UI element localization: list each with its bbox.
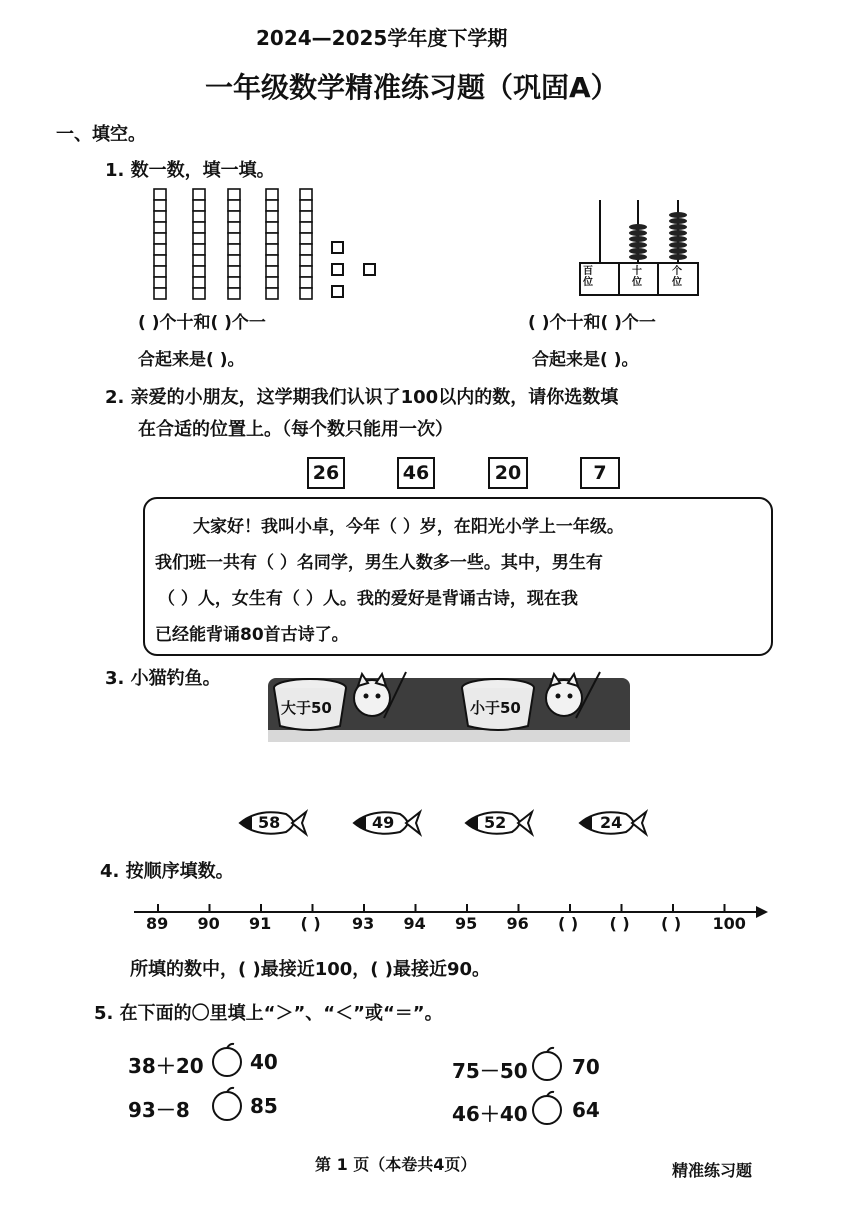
abacus-bead <box>629 230 647 236</box>
one-cube <box>332 242 343 253</box>
compare-right-value: 70 <box>572 1055 600 1079</box>
ten-rod-cell <box>300 222 312 233</box>
q1-right-line1: ( )个十和( )个一 <box>528 313 656 333</box>
abacus-bead <box>629 254 647 260</box>
abacus-bead <box>629 224 647 230</box>
ten-rod-cell <box>228 255 240 266</box>
ten-rod-cell <box>266 233 278 244</box>
ten-rod-cell <box>154 277 166 288</box>
story-line3: （ ）人，女生有（ ）人。我的爱好是背诵古诗，现在我 <box>158 589 578 609</box>
footer-brand: 精准练习题 <box>672 1161 753 1180</box>
ten-rod-cell <box>300 211 312 222</box>
section-heading: 一、填空。 <box>56 124 146 145</box>
compare-right-value: 64 <box>572 1098 600 1122</box>
ten-rod-cell <box>154 266 166 277</box>
number-line-label: ( ) <box>661 914 682 933</box>
ten-rod-cell <box>300 288 312 299</box>
q5-prompt: 5. 在下面的〇里填上“＞”、“＜”或“＝”。 <box>94 1003 443 1024</box>
ten-rod-cell <box>154 189 166 200</box>
abacus-bead <box>629 248 647 254</box>
q1-right-line2: 合起来是( )。 <box>532 350 639 370</box>
abacus-bead <box>669 236 687 242</box>
apple-blank-icon[interactable] <box>530 1090 564 1126</box>
ten-rod-cell <box>228 211 240 222</box>
number-line-label: 96 <box>506 914 529 933</box>
number-line-label: ( ) <box>609 914 630 933</box>
ten-rod-cell <box>228 288 240 299</box>
ten-rod-cell <box>154 222 166 233</box>
one-cube <box>364 264 375 275</box>
ten-rod-cell <box>193 266 205 277</box>
fish-number: 49 <box>372 813 395 832</box>
q2-prompt-line2: 在合适的位置上。（每个数只能用一次） <box>138 419 453 440</box>
ten-rod-cell <box>300 266 312 277</box>
abacus-bead <box>629 242 647 248</box>
ones-beads <box>669 212 687 260</box>
number-line-label: 91 <box>249 914 272 933</box>
ten-rod-cell <box>266 189 278 200</box>
ten-rod-cell <box>266 277 278 288</box>
number-line-label: 95 <box>455 914 478 933</box>
ten-rod-cell <box>228 200 240 211</box>
number-line-label: ( ) <box>300 914 321 933</box>
number-card: 7 <box>580 457 620 489</box>
ten-rod-cell <box>228 266 240 277</box>
ten-rod-cell <box>154 211 166 222</box>
one-cube <box>332 286 343 297</box>
number-line-label: 90 <box>197 914 220 933</box>
abacus-bead <box>629 236 647 242</box>
fish-number: 24 <box>600 813 623 832</box>
q2-prompt-line1: 2. 亲爱的小朋友，这学期我们认识了100以内的数，请你选数填 <box>105 387 619 408</box>
ten-rod-cell <box>300 200 312 211</box>
number-line-label: 100 <box>712 914 746 933</box>
number-card: 46 <box>397 457 435 489</box>
abacus-bead <box>669 242 687 248</box>
ten-rod-cell <box>228 277 240 288</box>
ten-rod-cell <box>193 222 205 233</box>
one-cube <box>332 264 343 275</box>
ten-rod-cell <box>154 255 166 266</box>
term-heading: 2024—2025学年度下学期 <box>256 26 508 50</box>
ten-rod-cell <box>266 222 278 233</box>
ten-rod-cell <box>154 244 166 255</box>
ten-rod-cell <box>266 255 278 266</box>
number-line-label: 93 <box>352 914 375 933</box>
ten-rod-cell <box>266 288 278 299</box>
q4-question: 所填的数中，( )最接近100，( )最接近90。 <box>130 959 491 980</box>
compare-left-expr: 46＋40 <box>452 1102 528 1126</box>
ten-rod-cell <box>154 288 166 299</box>
q1-left-line2: 合起来是( )。 <box>138 350 245 370</box>
page-title: 一年级数学精准练习题（巩固A） <box>205 71 619 104</box>
ten-rod-cell <box>228 244 240 255</box>
ten-rod-cell <box>193 288 205 299</box>
abacus-bead <box>669 254 687 260</box>
abacus-label-tens: 十位 <box>632 266 642 288</box>
ten-rod-cell <box>193 255 205 266</box>
story-line1: 大家好！我叫小卓，今年（ ）岁，在阳光小学上一年级。 <box>193 517 624 537</box>
apple-blank-icon[interactable] <box>210 1042 244 1078</box>
q3-prompt: 3. 小猫钓鱼。 <box>105 668 221 689</box>
ten-rod-cell <box>300 277 312 288</box>
number-card: 26 <box>307 457 345 489</box>
ten-rod-cell <box>266 266 278 277</box>
ten-rod-cell <box>193 277 205 288</box>
one-cubes <box>332 242 375 297</box>
q1-prompt: 1. 数一数，填一填。 <box>105 160 275 181</box>
ten-rod-cell <box>154 233 166 244</box>
tens-beads <box>629 224 647 260</box>
story-line4: 已经能背诵80首古诗了。 <box>155 625 349 645</box>
ten-rod-cell <box>300 233 312 244</box>
ten-rod-cell <box>266 211 278 222</box>
number-card: 20 <box>488 457 528 489</box>
page-number: 第 1 页（本卷共4页） <box>315 1155 477 1174</box>
compare-right-value: 85 <box>250 1094 278 1118</box>
abacus-label-hundreds: 百位 <box>583 266 593 288</box>
compare-right-value: 40 <box>250 1050 278 1074</box>
ten-rods <box>154 189 312 299</box>
abacus-bead <box>669 230 687 236</box>
fish-number: 58 <box>258 813 281 832</box>
ten-rod-cell <box>228 189 240 200</box>
ten-rod-cell <box>266 244 278 255</box>
q4-prompt: 4. 按顺序填数。 <box>100 861 234 882</box>
bucket-right-label: 小于50 <box>470 699 521 717</box>
abacus-bead <box>669 224 687 230</box>
abacus-label-ones: 个位 <box>672 266 682 288</box>
bucket-left-label: 大于50 <box>281 699 332 717</box>
ten-rod-cell <box>228 233 240 244</box>
number-line-label: 89 <box>146 914 169 933</box>
ten-rod-cell <box>193 211 205 222</box>
tens-ones-blocks-figure <box>140 183 400 303</box>
abacus-bead <box>669 248 687 254</box>
apple-blank-icon[interactable] <box>210 1086 244 1122</box>
ten-rod-cell <box>193 244 205 255</box>
ten-rod-cell <box>228 222 240 233</box>
ten-rod-cell <box>154 200 166 211</box>
q1-left-line1: ( )个十和( )个一 <box>138 313 266 333</box>
abacus-bead <box>669 218 687 224</box>
ten-rod-cell <box>300 255 312 266</box>
ten-rod-cell <box>300 244 312 255</box>
fish-number: 52 <box>484 813 507 832</box>
story-line2: 我们班一共有（ ）名同学，男生人数多一些。其中，男生有 <box>155 553 603 573</box>
compare-left-expr: 93－8 <box>128 1098 190 1122</box>
number-line-label: ( ) <box>558 914 579 933</box>
compare-left-expr: 75－50 <box>452 1059 528 1083</box>
ten-rod-cell <box>266 200 278 211</box>
compare-left-expr: 38＋20 <box>128 1054 204 1078</box>
ten-rod-cell <box>193 189 205 200</box>
number-line-label: 94 <box>403 914 426 933</box>
apple-blank-icon[interactable] <box>530 1046 564 1082</box>
ten-rod-cell <box>300 189 312 200</box>
ten-rod-cell <box>193 200 205 211</box>
abacus-bead <box>669 212 687 218</box>
ten-rod-cell <box>193 233 205 244</box>
